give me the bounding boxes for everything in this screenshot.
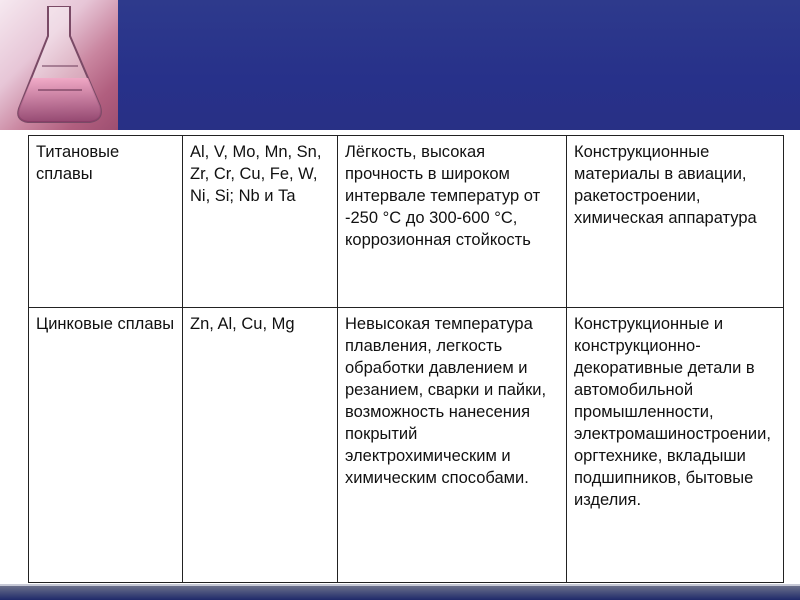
alloy-properties: Лёгкость, высокая прочность в широком интервале температур от -250 °С до 300-600 °С, коррозионная стойкость	[345, 143, 541, 249]
alloy-properties: Невысокая температура плавления, легкость обработки давлением и резанием, сварки и пайки, возможность нанесения покрытий электрохимическим и химическим способами.	[345, 315, 547, 487]
alloy-application-cell	[567, 308, 784, 583]
flask-icon	[12, 6, 108, 124]
alloy-application-cell	[567, 136, 784, 308]
header-rule	[0, 130, 800, 134]
flask-photo	[0, 0, 118, 130]
alloy-name: Титановые сплавы	[36, 143, 120, 183]
alloy-elements: Zn, Al, Cu, Mg	[190, 315, 295, 333]
alloy-name: Цинковые сплавы	[36, 315, 175, 333]
header-band	[0, 0, 800, 130]
alloy-application: Конструкционные материалы в авиации, ракетостроении, химическая аппаратура	[574, 143, 757, 227]
alloy-elements-cell	[183, 136, 338, 308]
alloy-application: Конструкционные и конструкционно-декоративные детали в автомобильной промышленности, электромашиностроении, оргтехнике, вкладыши подшипников, бытовые изделия.	[574, 315, 771, 509]
table-row	[29, 136, 784, 308]
alloy-elements: Al, V, Mo, Mn, Sn, Zr, Cr, Cu, Fe, W, Ni, Si; Nb и Ta	[190, 143, 322, 205]
alloy-name-cell	[29, 308, 183, 583]
alloys-table	[28, 135, 784, 583]
alloy-elements-cell	[183, 308, 338, 583]
alloy-properties-cell	[338, 308, 567, 583]
alloy-name-cell	[29, 136, 183, 308]
table-row	[29, 308, 784, 583]
footer-band	[0, 586, 800, 600]
alloy-properties-cell	[338, 136, 567, 308]
